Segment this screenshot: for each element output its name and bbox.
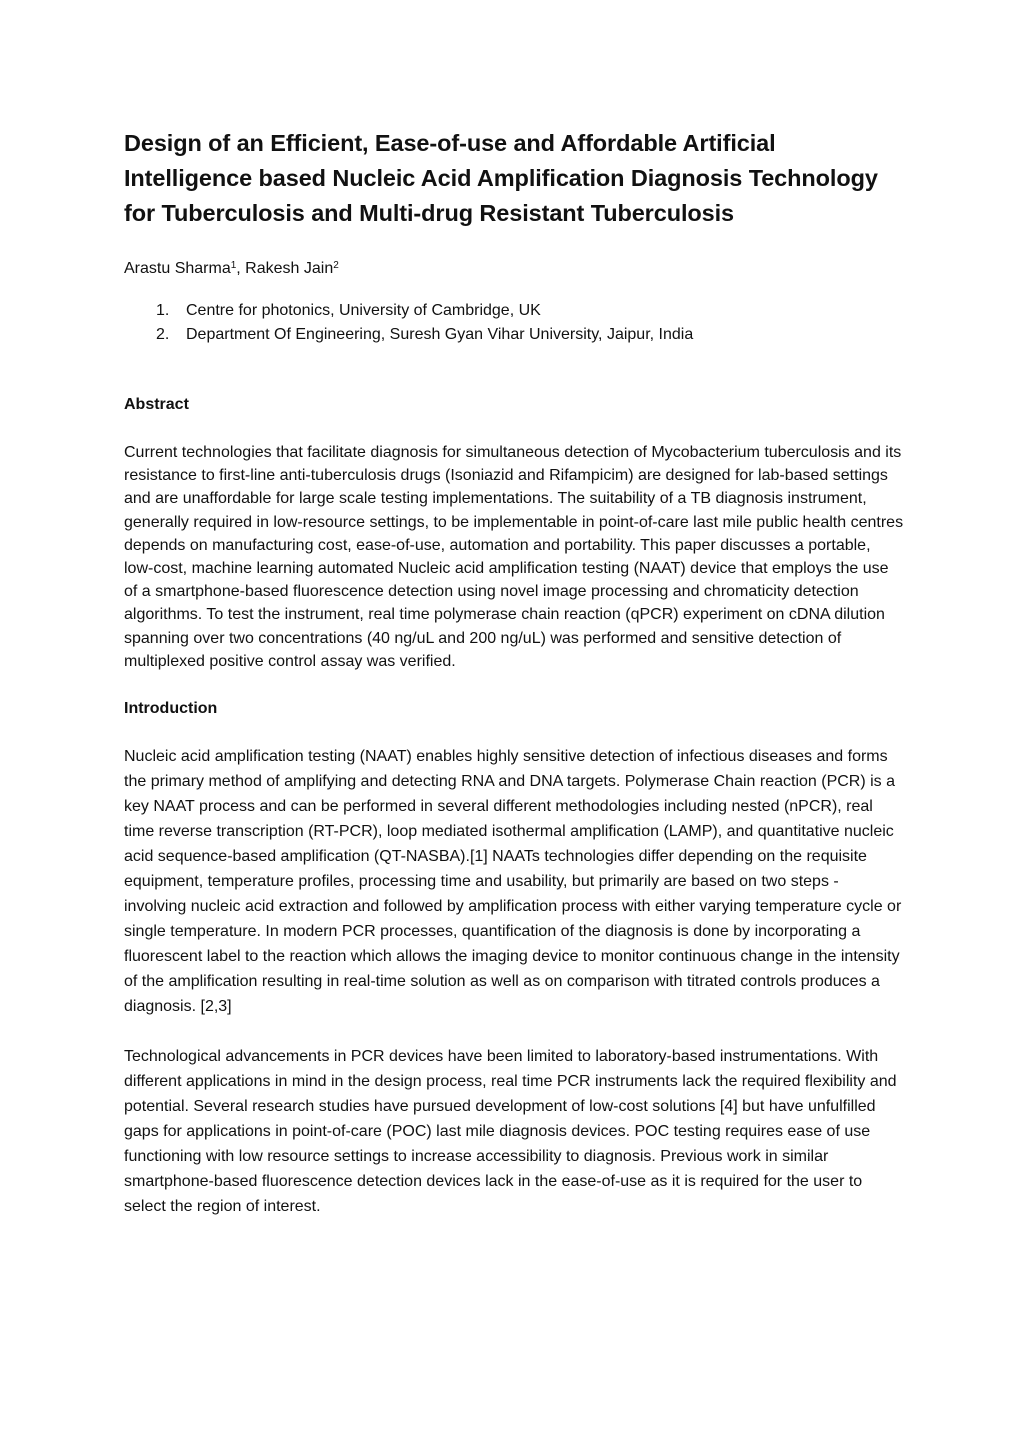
introduction-paragraph: Technological advancements in PCR devices have been limited to laboratory-based instrumentations. With different applications in mind in the design process, real time PCR instruments lack the required flexibility and potential. Several research studies have pursued development of low-cost solutions [4] but have unfulfilled gaps for applications in point-of-care (POC) last mile diagnosis devices. POC testing requires ease of use functioning with low resource settings to increase accessibility to diagnosis. Previous work in similar smartphone-based fluorescence detection devices lack in the ease-of-use as it is required for the user to select the region of interest. — [124, 1048, 897, 1216]
author-name: Arastu Sharma — [124, 260, 231, 277]
affiliation-item — [124, 299, 904, 323]
affiliation-number: 2. — [156, 326, 170, 343]
introduction-paragraph: Nucleic acid amplification testing (NAAT) enables highly sensitive detection of infectious diseases and forms the primary method of amplifying and detecting RNA and DNA targets. Polymerase Chain reaction (PCR) is a key NAAT process and can be performed in several different methodologies including nested (nPCR), real time reverse transcription (RT-PCR), loop mediated isothermal amplification (LAMP), and quantitative nucleic acid sequence-based amplification (QT-NASBA).[1] NAATs technologies differ depending on the requisite equipment, temperature profiles, processing time and usability, but primarily are based on two steps - involving nucleic acid extraction and followed by amplification process with either varying temperature cycle or single temperature. In modern PCR processes, quantification of the diagnosis is done by incorporating a fluorescent label to the reaction which allows the imaging device to monitor continuous change in the intensity of the amplification resulting in real-time solution as well as on comparison with titrated controls produces a diagnosis. [2,3] — [124, 748, 902, 1016]
affiliation-number: 1. — [156, 302, 170, 319]
author-separator: , — [236, 260, 246, 277]
author-list — [124, 257, 904, 281]
affiliation-text: Department Of Engineering, Suresh Gyan Vihar University, Jaipur, India — [186, 326, 694, 343]
introduction-heading: Introduction — [124, 700, 218, 718]
paper-page — [124, 126, 904, 1219]
affiliation-text: Centre for photonics, University of Cambridge, UK — [186, 302, 541, 319]
affiliation-item — [124, 323, 904, 347]
affiliation-list — [124, 299, 904, 347]
author-affiliation-mark: 2 — [333, 260, 339, 271]
author-affiliation-mark: 1 — [230, 260, 237, 271]
author-name: Rakesh Jain — [245, 260, 334, 277]
paper-title: Design of an Efficient, Ease-of-use and Affordable Artificial Intelligence based Nucleic Acid Amplification Diagnosis Technology for Tuberculosis and Multi-drug Resistant Tuberculosis — [124, 130, 878, 226]
abstract-heading: Abstract — [124, 396, 189, 413]
abstract-paragraph: Current technologies that facilitate diagnosis for simultaneous detection of Mycobacterium tuberculosis and its resistance to first-line anti-tuberculosis drugs (Isoniazid and Rifampicim) are designed for lab-based settings and are unaffordable for large scale testing implementations. The suitability of a TB diagnosis instrument, generally required in low-resource settings, to be implementable in point-of-care last mile public health centres depends on manufacturing cost, ease-of-use, automation and portability. This paper discusses a portable, low-cost, machine learning automated Nucleic acid amplification testing (NAAT) device that employs the use of a smartphone-based fluorescence detection using novel image processing and chromaticity detection algorithms. To test the instrument, real time polymerase chain reaction (qPCR) experiment on cDNA dilution spanning over two concentrations (40 ng/uL and 200 ng/uL) was performed and sensitive detection of multiplexed positive control assay was verified. — [124, 444, 904, 670]
